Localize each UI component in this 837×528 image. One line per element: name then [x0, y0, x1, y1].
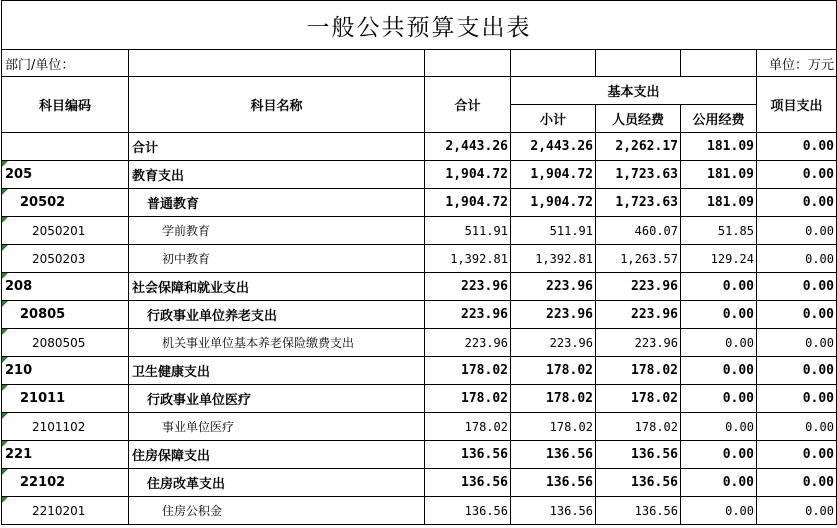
name-cell[interactable]: 学前教育 [129, 217, 425, 245]
table-row [2, 273, 837, 301]
project-cell[interactable]: 0.00 [757, 497, 837, 525]
public-cell[interactable]: 181.09 [681, 189, 757, 217]
subtotal-cell[interactable]: 223.96 [511, 273, 596, 301]
name-cell[interactable]: 社会保障和就业支出 [129, 273, 425, 301]
table-row [2, 245, 837, 273]
public-cell[interactable]: 0.00 [681, 497, 757, 525]
subtotal-cell[interactable]: 1,904.72 [511, 161, 596, 189]
personnel-cell[interactable]: 2,262.17 [596, 133, 681, 161]
personnel-cell[interactable]: 223.96 [596, 329, 681, 357]
code-text: 221 [5, 447, 33, 462]
table-row [2, 189, 837, 217]
cell-marker-icon [2, 189, 8, 195]
cell-marker-icon [2, 385, 8, 391]
code-text: 21011 [20, 391, 66, 406]
code-cell[interactable] [2, 357, 129, 385]
cell-marker-icon [2, 497, 8, 503]
public-cell[interactable]: 0.00 [681, 301, 757, 329]
code-cell[interactable] [2, 385, 129, 413]
header-subtotal: 小计 [511, 105, 596, 133]
public-cell[interactable]: 0.00 [681, 385, 757, 413]
table-row [2, 497, 837, 525]
name-cell[interactable]: 行政事业单位养老支出 [129, 301, 425, 329]
personnel-cell[interactable]: 178.02 [596, 357, 681, 385]
name-cell[interactable]: 住房公积金 [129, 497, 425, 525]
subtotal-cell[interactable]: 178.02 [511, 357, 596, 385]
total-cell[interactable]: 223.96 [425, 329, 511, 357]
total-cell[interactable]: 1,392.81 [425, 245, 511, 273]
name-cell[interactable]: 合计 [129, 133, 425, 161]
code-cell[interactable] [2, 189, 129, 217]
name-cell[interactable]: 住房改革支出 [129, 469, 425, 497]
total-cell[interactable]: 223.96 [425, 301, 511, 329]
public-cell[interactable]: 0.00 [681, 329, 757, 357]
cell-marker-icon [2, 413, 8, 419]
personnel-cell[interactable]: 460.07 [596, 217, 681, 245]
code-cell[interactable] [2, 469, 129, 497]
name-cell[interactable]: 事业单位医疗 [129, 413, 425, 441]
name-cell[interactable]: 卫生健康支出 [129, 357, 425, 385]
header-project: 项目支出 [757, 77, 837, 133]
meta-empty-cell[interactable] [596, 50, 681, 77]
code-text: 210 [5, 363, 33, 378]
meta-empty-cell[interactable] [681, 50, 757, 77]
cell-marker-icon [2, 357, 8, 363]
meta-empty-cell[interactable] [511, 50, 596, 77]
project-cell[interactable]: 0.00 [757, 133, 837, 161]
subtotal-cell[interactable]: 1,904.72 [511, 189, 596, 217]
name-cell[interactable]: 行政事业单位医疗 [129, 385, 425, 413]
public-cell[interactable]: 129.24 [681, 245, 757, 273]
table-row [2, 329, 837, 357]
project-cell[interactable]: 0.00 [757, 329, 837, 357]
subtotal-cell[interactable]: 223.96 [511, 329, 596, 357]
public-cell[interactable]: 181.09 [681, 161, 757, 189]
public-cell[interactable]: 0.00 [681, 413, 757, 441]
name-cell[interactable]: 初中教育 [129, 245, 425, 273]
subtotal-cell[interactable]: 136.56 [511, 441, 596, 469]
cell-marker-icon [2, 301, 8, 307]
table-row [2, 301, 837, 329]
public-cell[interactable]: 181.09 [681, 133, 757, 161]
cell-marker-icon [2, 273, 8, 279]
public-cell[interactable]: 0.00 [681, 273, 757, 301]
code-text: 205 [5, 167, 33, 182]
code-cell[interactable] [2, 413, 129, 441]
cell-marker-icon [2, 469, 8, 475]
header-basic: 基本支出 [511, 77, 757, 105]
code-text: 2050203 [32, 251, 86, 266]
personnel-cell[interactable]: 223.96 [596, 273, 681, 301]
subtotal-cell[interactable]: 178.02 [511, 413, 596, 441]
subtotal-cell[interactable]: 1,392.81 [511, 245, 596, 273]
code-cell[interactable] [2, 245, 129, 273]
total-cell[interactable]: 1,904.72 [425, 161, 511, 189]
public-cell[interactable]: 0.00 [681, 441, 757, 469]
total-cell[interactable]: 1,904.72 [425, 189, 511, 217]
budget-table [1, 0, 837, 525]
project-cell[interactable]: 0.00 [757, 413, 837, 441]
personnel-cell[interactable]: 136.56 [596, 469, 681, 497]
public-cell[interactable]: 51.85 [681, 217, 757, 245]
table-title: 一般公共预算支出表 [2, 1, 837, 50]
header-code: 科目编码 [2, 77, 129, 133]
code-text: 2101102 [32, 419, 86, 434]
table-row [2, 385, 837, 413]
project-cell[interactable]: 0.00 [757, 245, 837, 273]
dept-label: 部门/单位： [2, 50, 129, 77]
public-cell[interactable]: 0.00 [681, 469, 757, 497]
project-cell[interactable]: 0.00 [757, 357, 837, 385]
total-cell[interactable]: 223.96 [425, 273, 511, 301]
name-cell[interactable]: 机关事业单位基本养老保险缴费支出 [129, 329, 425, 357]
header-total: 合计 [425, 77, 511, 133]
code-text: 20502 [20, 195, 66, 210]
name-cell[interactable]: 教育支出 [129, 161, 425, 189]
subtotal-cell[interactable]: 2,443.26 [511, 133, 596, 161]
code-text: 22102 [20, 475, 66, 490]
table-row [2, 413, 837, 441]
table-row [2, 161, 837, 189]
personnel-cell[interactable]: 1,263.57 [596, 245, 681, 273]
subtotal-cell[interactable]: 136.56 [511, 497, 596, 525]
table-row [2, 441, 837, 469]
total-cell[interactable]: 136.56 [425, 469, 511, 497]
project-cell[interactable]: 0.00 [757, 301, 837, 329]
name-cell[interactable]: 普通教育 [129, 189, 425, 217]
personnel-cell[interactable]: 136.56 [596, 441, 681, 469]
unit-label: 单位：万元 [757, 50, 837, 77]
cell-marker-icon [2, 441, 8, 447]
name-cell[interactable]: 住房保障支出 [129, 441, 425, 469]
header-name: 科目名称 [129, 77, 425, 133]
project-cell[interactable]: 0.00 [757, 273, 837, 301]
subtotal-cell[interactable]: 178.02 [511, 385, 596, 413]
project-cell[interactable]: 0.00 [757, 161, 837, 189]
table-row [2, 133, 837, 161]
table-row [2, 217, 837, 245]
table-row [2, 469, 837, 497]
code-text: 2210201 [32, 503, 86, 518]
subtotal-cell[interactable]: 136.56 [511, 469, 596, 497]
personnel-cell[interactable]: 136.56 [596, 497, 681, 525]
public-cell[interactable]: 0.00 [681, 357, 757, 385]
cell-marker-icon [2, 217, 8, 223]
code-cell[interactable] [2, 217, 129, 245]
personnel-cell[interactable]: 178.02 [596, 413, 681, 441]
subtotal-cell[interactable]: 223.96 [511, 301, 596, 329]
cell-marker-icon [2, 245, 8, 251]
project-cell[interactable]: 0.00 [757, 217, 837, 245]
total-cell[interactable]: 136.56 [425, 441, 511, 469]
personnel-cell[interactable]: 223.96 [596, 301, 681, 329]
code-text: 2080505 [32, 335, 86, 350]
project-cell[interactable]: 0.00 [757, 189, 837, 217]
code-text: 2050201 [32, 223, 86, 238]
meta-empty-cell[interactable] [425, 50, 511, 77]
personnel-cell[interactable]: 178.02 [596, 385, 681, 413]
total-cell[interactable]: 178.02 [425, 413, 511, 441]
project-cell[interactable]: 0.00 [757, 441, 837, 469]
cell-marker-icon [2, 161, 8, 167]
code-cell[interactable] [2, 301, 129, 329]
code-cell[interactable] [2, 497, 129, 525]
code-text: 208 [5, 279, 33, 294]
code-text: 20805 [20, 307, 66, 322]
subtotal-cell[interactable]: 511.91 [511, 217, 596, 245]
header-personnel: 人员经费 [596, 105, 681, 133]
cell-marker-icon [2, 329, 8, 335]
personnel-cell[interactable]: 1,723.63 [596, 189, 681, 217]
table-row [2, 357, 837, 385]
total-cell[interactable]: 178.02 [425, 385, 511, 413]
project-cell[interactable]: 0.00 [757, 385, 837, 413]
total-cell[interactable]: 2,443.26 [425, 133, 511, 161]
dept-value-cell[interactable] [129, 50, 425, 77]
code-cell[interactable] [2, 329, 129, 357]
code-cell[interactable] [2, 133, 129, 161]
total-cell[interactable]: 178.02 [425, 357, 511, 385]
header-public: 公用经费 [681, 105, 757, 133]
code-cell[interactable] [2, 273, 129, 301]
project-cell[interactable]: 0.00 [757, 469, 837, 497]
personnel-cell[interactable]: 1,723.63 [596, 161, 681, 189]
total-cell[interactable]: 136.56 [425, 497, 511, 525]
code-cell[interactable] [2, 441, 129, 469]
code-cell[interactable] [2, 161, 129, 189]
total-cell[interactable]: 511.91 [425, 217, 511, 245]
